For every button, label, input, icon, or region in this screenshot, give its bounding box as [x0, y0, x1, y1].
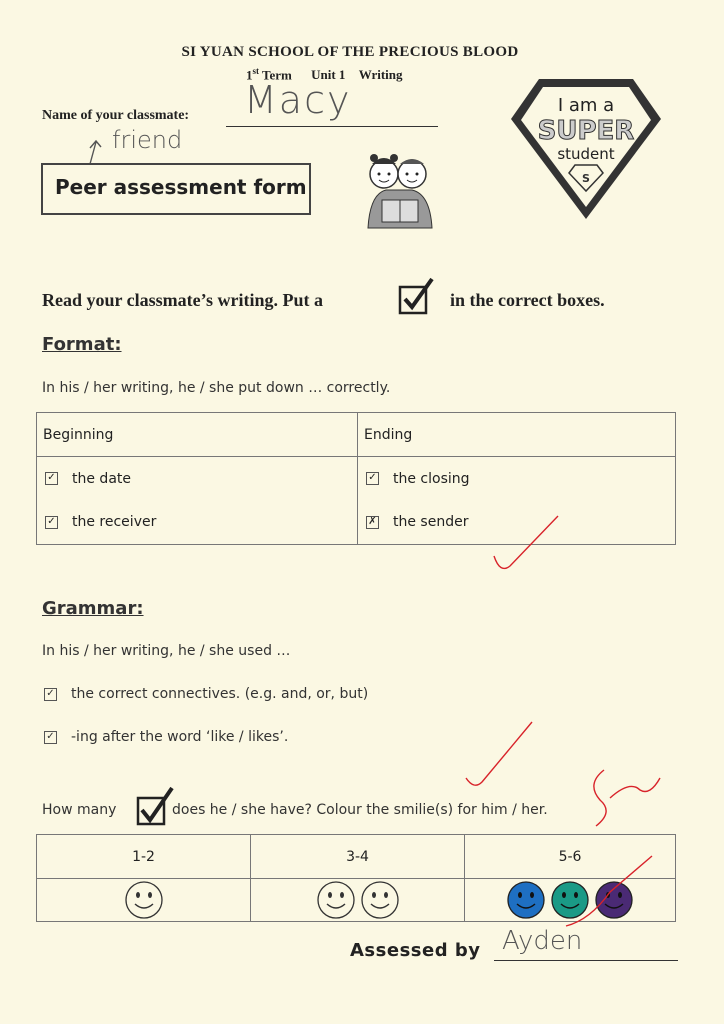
grammar-item-label: -ing after the word ‘like / likes’. — [71, 729, 289, 745]
format-intro: In his / her writing, he / she put down … correctly. — [42, 380, 391, 396]
format-table — [36, 412, 676, 545]
super-student-badge-icon — [509, 75, 663, 223]
school-name: SI YUAN SCHOOL OF THE PRECIOUS BLOOD — [181, 44, 519, 60]
format-heading: Format: — [42, 334, 122, 355]
term-label: Term — [259, 67, 292, 83]
grammar-item — [42, 729, 288, 745]
checkbox-checked-icon — [134, 786, 176, 828]
checkbox-checked-icon — [398, 277, 436, 315]
badge-letter: S — [582, 172, 590, 185]
smiley-face-icon[interactable] — [315, 879, 357, 921]
unit-label: Unit 1 — [311, 67, 346, 83]
ending-header: Ending — [358, 413, 676, 457]
checkbox[interactable]: ✓ — [44, 688, 57, 701]
smilies-cell — [37, 879, 251, 922]
smiley-face-icon[interactable] — [505, 879, 547, 921]
assessed-by-label: Assessed by — [350, 940, 481, 961]
instruction-after: in the correct boxes. — [450, 290, 605, 310]
assessed-line — [494, 960, 678, 961]
smilies-question-before: How many — [42, 802, 117, 818]
checkbox[interactable]: ✓ — [366, 472, 379, 485]
term-number: 1 — [246, 67, 253, 83]
smilies-cell — [465, 879, 676, 922]
badge-line1: I am a — [557, 95, 615, 116]
format-row — [37, 501, 358, 545]
badge-line3: student — [557, 145, 615, 163]
grammar-item-label: the correct connectives. (e.g. and, or, but) — [71, 686, 369, 702]
format-item-label: the sender — [393, 514, 469, 531]
smiley-face-icon[interactable] — [123, 879, 165, 921]
arrow-up-icon — [84, 136, 108, 166]
checkbox[interactable]: ✓ — [45, 472, 58, 485]
term-suffix: st — [252, 66, 259, 76]
smilies-question-after: does he / she have? Colour the smilie(s) for him / her. — [172, 802, 548, 818]
form-title-box — [41, 163, 311, 215]
format-row — [358, 501, 676, 545]
smiley-face-icon[interactable] — [593, 879, 635, 921]
smiley-face-icon[interactable] — [359, 879, 401, 921]
smilies-cell — [251, 879, 465, 922]
name-line — [226, 126, 438, 127]
beginning-header: Beginning — [37, 413, 358, 457]
red-signature-mark — [594, 770, 660, 826]
classmate-name-handwritten: Macy — [244, 78, 352, 122]
red-tick-mark — [466, 722, 532, 785]
children-reading-icon — [360, 148, 440, 232]
format-row — [37, 457, 358, 501]
badge-line2: SUPER — [537, 116, 635, 146]
smiley-face-icon[interactable] — [549, 879, 591, 921]
checkbox[interactable]: ✓ — [44, 731, 57, 744]
smilies-col-label: 1-2 — [37, 835, 251, 879]
instruction-before: Read your classmate’s writing. Put a — [42, 290, 323, 310]
assessor-name-handwritten: Ayden — [502, 926, 583, 956]
subject-label: Writing — [358, 67, 403, 83]
form-title: Peer assessment form — [55, 175, 307, 199]
format-item-label: the closing — [393, 470, 470, 487]
grammar-heading: Grammar: — [42, 598, 144, 619]
format-item-label: the date — [72, 470, 131, 487]
format-row — [358, 457, 676, 501]
format-item-label: the receiver — [72, 514, 157, 531]
smilies-col-label: 3-4 — [251, 835, 465, 879]
grammar-intro: In his / her writing, he / she used … — [42, 643, 291, 659]
checkbox[interactable]: ✓ — [45, 516, 58, 529]
checkbox[interactable]: ✗ — [366, 516, 379, 529]
smilies-col-label: 5-6 — [465, 835, 676, 879]
name-label: Name of your classmate: — [42, 108, 190, 123]
friend-annotation: friend — [112, 126, 183, 154]
grammar-item — [42, 686, 368, 702]
smilies-table — [36, 834, 676, 922]
